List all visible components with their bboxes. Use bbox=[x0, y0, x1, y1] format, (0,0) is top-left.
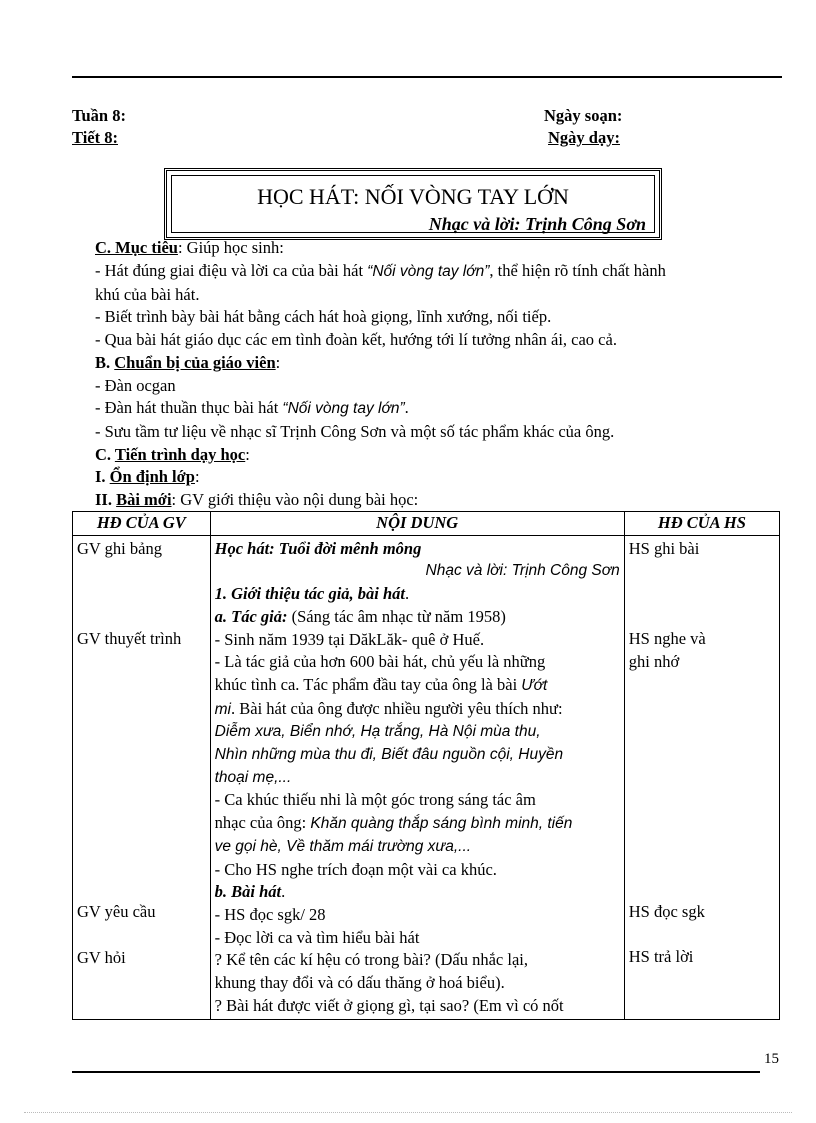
content-line-2c-text: . Bài hát của ông được nhiều người yêu thích như: bbox=[230, 698, 563, 718]
content-line-2b bbox=[215, 674, 620, 698]
content-line-2f: thoại mẹ,... bbox=[214, 768, 292, 786]
gv-spacer-2 bbox=[77, 651, 206, 901]
gv-row-4: GV hỏi bbox=[77, 947, 126, 967]
gv-spacer-1 bbox=[77, 560, 206, 628]
objective-line-1 bbox=[95, 260, 775, 284]
step-2-rest: : GV giới thiệu vào nội dung bài học: bbox=[171, 490, 419, 510]
section-1-title: 1. Giới thiệu tác giả, bài hát bbox=[214, 584, 405, 604]
hs-spacer-1 bbox=[629, 560, 775, 628]
section-a-title: a. Tác giả: bbox=[214, 606, 288, 626]
step-2-prefix: II. bbox=[95, 490, 117, 510]
title-box-inner bbox=[171, 175, 655, 233]
process-heading-line bbox=[95, 444, 775, 467]
hs-row-2b: ghi nhớ bbox=[628, 652, 680, 672]
section-1-dot: . bbox=[405, 584, 410, 604]
content-cell bbox=[210, 535, 624, 1020]
preparation-item-3: - Sưu tầm tư liệu về nhạc sĩ Trịnh Công Sơn và một số tác phẩm khác của ông. bbox=[95, 421, 615, 441]
step-1-heading: Ổn định lớp bbox=[109, 467, 195, 487]
content-line-2c bbox=[215, 698, 620, 722]
objectives-heading: C. Mục tiêu bbox=[95, 238, 178, 257]
hs-row-2a: HS nghe và bbox=[628, 629, 706, 649]
period-label: Tiết 8: bbox=[72, 128, 118, 147]
hs-row-4: HS trả lời bbox=[628, 947, 694, 967]
teacher-activity-cell bbox=[73, 535, 211, 1020]
section-b-title: b. Bài hát bbox=[214, 882, 282, 902]
content-line-3b-text: nhạc của ông: bbox=[214, 813, 311, 833]
page-edge-line bbox=[24, 1112, 792, 1113]
process-suffix: : bbox=[245, 444, 250, 464]
content-line-2e: Nhìn những mùa thu đi, Biết đâu nguồn cội, Huyền bbox=[214, 746, 564, 764]
preparation-heading: Chuẩn bị của giáo viên bbox=[114, 352, 276, 372]
top-rule bbox=[72, 76, 782, 78]
gv-row-2: GV thuyết trình bbox=[77, 629, 182, 649]
student-activity-cell bbox=[624, 535, 779, 1020]
objectives-heading-line bbox=[95, 237, 775, 260]
step-2-line bbox=[95, 489, 775, 512]
lesson-subtitle: Nhạc và lời: Trịnh Công Sơn bbox=[428, 214, 646, 234]
objectives-heading-rest: : Giúp học sinh: bbox=[177, 238, 284, 257]
content-line-2a: - Là tác giả của hơn 600 bài hát, chủ yếu là những bbox=[214, 652, 546, 672]
step-1-prefix: I. bbox=[95, 467, 110, 487]
objective-line-1-text: - Hát đúng giai điệu và lời ca của bài hát bbox=[95, 261, 368, 280]
objective-line-3: - Qua bài hát giáo dục các em tình đoàn kết, hướng tới lí tưởng nhân ái, cao cả. bbox=[95, 330, 617, 350]
song-author: Nhạc và lời: Trịnh Công Sơn bbox=[425, 562, 620, 580]
content-line-4: - Cho HS nghe trích đoạn một vài ca khúc. bbox=[214, 859, 497, 879]
preparation-suffix: : bbox=[275, 352, 281, 372]
prep-date-label: Ngày soạn: bbox=[544, 106, 623, 125]
content-line-6: - Đọc lời ca và tìm hiểu bài hát bbox=[214, 927, 420, 947]
hs-row-1: HS ghi bài bbox=[628, 538, 700, 558]
section-a-heading bbox=[215, 606, 620, 629]
week-label: Tuần 8: bbox=[72, 106, 126, 125]
content-line-2b-italic: Ướt bbox=[521, 676, 548, 694]
preparation-item-2 bbox=[95, 397, 775, 421]
step-1-line bbox=[95, 466, 775, 489]
table-row bbox=[73, 535, 780, 1020]
objectives-section bbox=[95, 237, 775, 260]
table-header-row bbox=[73, 512, 780, 536]
title-box bbox=[164, 168, 662, 240]
hs-spacer-3 bbox=[629, 924, 775, 947]
content-line-2b-text: khúc tình ca. Tác phẩm đầu tay của ông là bài bbox=[214, 674, 522, 694]
section-b-heading bbox=[215, 881, 620, 904]
content-line-7a: ? Kể tên các kí hệu có trong bài? (Dấu nhắc lại, bbox=[214, 950, 528, 970]
header-content: NỘI DUNG bbox=[210, 512, 624, 536]
process-heading: Tiến trình dạy học bbox=[114, 444, 246, 464]
content-line-3b-italic: Khăn quàng thắp sáng bình minh, tiến bbox=[310, 815, 573, 833]
page-number: 15 bbox=[764, 1051, 779, 1067]
header-student-activity: HĐ CỦA HS bbox=[624, 512, 779, 536]
hs-spacer-2 bbox=[629, 674, 775, 901]
objectives-body bbox=[95, 260, 775, 512]
gv-spacer-3 bbox=[77, 924, 206, 947]
gv-row-3: GV yêu cầu bbox=[77, 902, 156, 922]
content-line-2d: Diễm xưa, Biển nhớ, Hạ trắng, Hà Nội mùa thu, bbox=[214, 723, 541, 741]
preparation-heading-line bbox=[95, 352, 775, 375]
song-title: Học hát: Tuổi đời mênh mông bbox=[214, 538, 422, 558]
section-a-note: (Sáng tác âm nhạc từ năm 1958) bbox=[287, 606, 506, 626]
content-line-birth: - Sinh năm 1939 tại DăkLăk- quê ở Huế. bbox=[214, 629, 485, 649]
preparation-song-name: “Nối vòng tay lớn” bbox=[282, 400, 405, 418]
content-line-7b: khung thay đổi và có dấu thăng ở hoá biểu). bbox=[214, 973, 505, 993]
content-line-3c: ve gọi hè, Về thăm mái trường xưa,... bbox=[214, 837, 472, 855]
header-teacher-activity: HĐ CỦA GV bbox=[73, 512, 211, 536]
section-1-heading bbox=[215, 583, 620, 606]
lesson-title: HỌC HÁT: NỐI VÒNG TAY LỚN bbox=[257, 184, 569, 209]
content-line-2c-italic: mi bbox=[214, 700, 231, 718]
content-line-5: - HS đọc sgk/ 28 bbox=[214, 904, 326, 924]
preparation-prefix: B. bbox=[95, 352, 115, 372]
step-1-suffix: : bbox=[194, 467, 200, 487]
content-line-8: ? Bài hát được viết ở giọng gì, tại sao? (Em vì có nốt bbox=[214, 995, 564, 1015]
process-prefix: C. bbox=[95, 444, 115, 464]
content-line-3b bbox=[215, 812, 620, 836]
objective-line-2: - Biết trình bày bài hát bằng cách hát hoà giọng, lĩnh xướng, nối tiếp. bbox=[95, 307, 552, 327]
objective-line-1-tail: , thể hiện rõ tính chất hành bbox=[489, 261, 666, 280]
teach-date-label: Ngày dạy: bbox=[548, 128, 620, 147]
hs-row-3: HS đọc sgk bbox=[628, 901, 705, 921]
content-line-3a: - Ca khúc thiếu nhi là một góc trong sáng tác âm bbox=[214, 790, 536, 810]
objective-line-1-cont: khú của bài hát. bbox=[95, 284, 200, 304]
preparation-item-2-text: - Đàn hát thuần thục bài hát bbox=[95, 398, 283, 418]
objective-song-name: “Nối vòng tay lớn” bbox=[367, 263, 490, 280]
gv-row-1: GV ghi bảng bbox=[77, 538, 162, 558]
preparation-item-1: - Đàn ocgan bbox=[95, 375, 176, 395]
bottom-rule bbox=[72, 1071, 760, 1073]
lesson-table bbox=[72, 511, 780, 1020]
step-2-heading: Bài mới bbox=[116, 490, 172, 510]
preparation-item-2-tail: . bbox=[404, 398, 409, 418]
section-b-dot: . bbox=[281, 882, 286, 902]
